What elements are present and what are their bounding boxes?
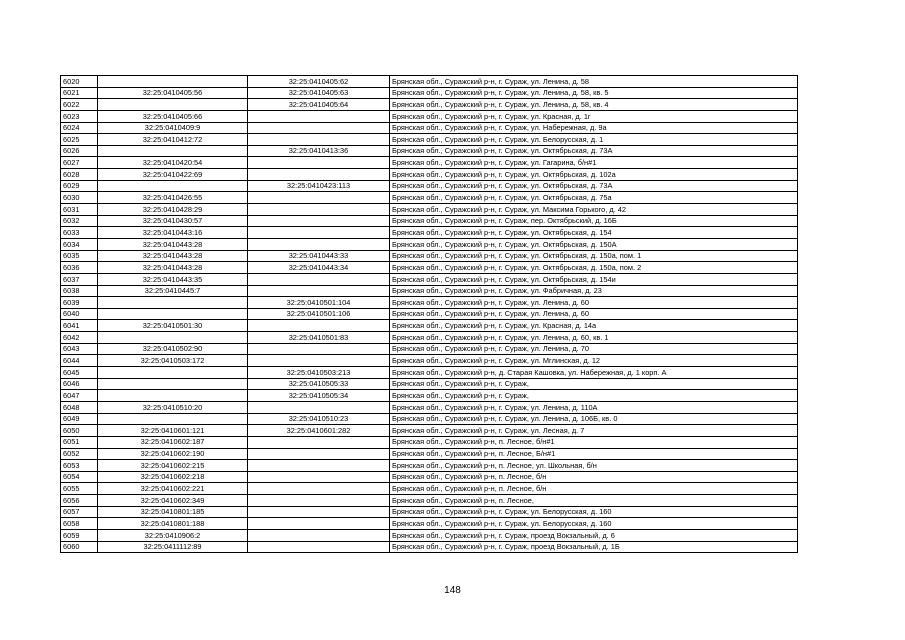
table-row bbox=[61, 180, 798, 192]
table-row bbox=[61, 99, 798, 111]
row-number: 6059 bbox=[61, 529, 98, 541]
building-cadastral-number bbox=[248, 122, 390, 134]
property-registry-table bbox=[60, 75, 798, 553]
table-row bbox=[61, 529, 798, 541]
land-cadastral-number: 32:25:0410602:221 bbox=[98, 483, 248, 495]
address-cell: Брянская обл., Суражский р-н, г. Сураж, ул. Фабричная, д. 23 bbox=[390, 285, 798, 297]
building-cadastral-number bbox=[248, 134, 390, 146]
land-cadastral-number: 32:25:0410409:9 bbox=[98, 122, 248, 134]
building-cadastral-number: 32:25:0410501:104 bbox=[248, 297, 390, 309]
land-cadastral-number: 32:25:0410426:55 bbox=[98, 192, 248, 204]
address-cell: Брянская обл., Суражский р-н, г. Сураж, ул. Белорусская, д. 160 bbox=[390, 518, 798, 530]
table-row bbox=[61, 506, 798, 518]
land-cadastral-number bbox=[98, 332, 248, 344]
land-cadastral-number: 32:25:0410602:218 bbox=[98, 471, 248, 483]
address-cell: Брянская обл., Суражский р-н, г. Сураж, проезд Вокзальный, д. 1Б bbox=[390, 541, 798, 553]
address-cell: Брянская обл., Суражский р-н, п. Лесное, б/н bbox=[390, 471, 798, 483]
row-number: 6045 bbox=[61, 367, 98, 379]
row-number: 6023 bbox=[61, 110, 98, 122]
table-row bbox=[61, 273, 798, 285]
row-number: 6020 bbox=[61, 76, 98, 88]
table-row bbox=[61, 448, 798, 460]
row-number: 6056 bbox=[61, 495, 98, 507]
row-number: 6047 bbox=[61, 390, 98, 402]
row-number: 6024 bbox=[61, 122, 98, 134]
address-cell: Брянская обл., Суражский р-н, г. Сураж, ул. Красная, д. 14а bbox=[390, 320, 798, 332]
address-cell: Брянская обл., Суражский р-н, г. Сураж, ул. Ленина, д. 60 bbox=[390, 297, 798, 309]
land-cadastral-number bbox=[98, 413, 248, 425]
address-cell: Брянская обл., Суражский р-н, г. Сураж, ул. Октябрьская, д. 73А bbox=[390, 145, 798, 157]
building-cadastral-number bbox=[248, 192, 390, 204]
address-cell: Брянская обл., Суражский р-н, г. Сураж, ул. Белорусская, д. 160 bbox=[390, 506, 798, 518]
building-cadastral-number: 32:25:0410443:34 bbox=[248, 262, 390, 274]
row-number: 6022 bbox=[61, 99, 98, 111]
row-number: 6049 bbox=[61, 413, 98, 425]
land-cadastral-number: 32:25:0410602:215 bbox=[98, 460, 248, 472]
table-row bbox=[61, 425, 798, 437]
building-cadastral-number bbox=[248, 436, 390, 448]
land-cadastral-number: 32:25:0410801:185 bbox=[98, 506, 248, 518]
building-cadastral-number bbox=[248, 215, 390, 227]
page-number: 148 bbox=[444, 585, 461, 596]
land-cadastral-number bbox=[98, 297, 248, 309]
land-cadastral-number: 32:25:0410422:69 bbox=[98, 169, 248, 181]
building-cadastral-number bbox=[248, 110, 390, 122]
building-cadastral-number bbox=[248, 506, 390, 518]
address-cell: Брянская обл., Суражский р-н, г. Сураж, ул. Октябрьская, д. 150а, пом. 2 bbox=[390, 262, 798, 274]
row-number: 6032 bbox=[61, 215, 98, 227]
table-row bbox=[61, 495, 798, 507]
table-row bbox=[61, 297, 798, 309]
table-row bbox=[61, 76, 798, 88]
table-row bbox=[61, 145, 798, 157]
land-cadastral-number: 32:25:0410412:72 bbox=[98, 134, 248, 146]
table-row bbox=[61, 343, 798, 355]
table-row bbox=[61, 332, 798, 344]
table-row bbox=[61, 460, 798, 472]
land-cadastral-number: 32:25:0410801:188 bbox=[98, 518, 248, 530]
table-row bbox=[61, 390, 798, 402]
table-row bbox=[61, 401, 798, 413]
land-cadastral-number: 32:25:0410428:29 bbox=[98, 204, 248, 216]
row-number: 6060 bbox=[61, 541, 98, 553]
row-number: 6025 bbox=[61, 134, 98, 146]
row-number: 6027 bbox=[61, 157, 98, 169]
land-cadastral-number: 32:25:0410443:35 bbox=[98, 273, 248, 285]
row-number: 6052 bbox=[61, 448, 98, 460]
table-row bbox=[61, 367, 798, 379]
address-cell: Брянская обл., Суражский р-н, г. Сураж, ул. Октябрьская, д. 102а bbox=[390, 169, 798, 181]
table-row bbox=[61, 471, 798, 483]
row-number: 6050 bbox=[61, 425, 98, 437]
table-row bbox=[61, 238, 798, 250]
building-cadastral-number bbox=[248, 238, 390, 250]
land-cadastral-number: 32:25:0410601:121 bbox=[98, 425, 248, 437]
table-row bbox=[61, 262, 798, 274]
land-cadastral-number: 32:25:0410503:172 bbox=[98, 355, 248, 367]
building-cadastral-number: 32:25:0410443:33 bbox=[248, 250, 390, 262]
address-cell: Брянская обл., Суражский р-н, г. Сураж, ул. Ленина, д. 58, кв. 5 bbox=[390, 87, 798, 99]
land-cadastral-number: 32:25:0410405:66 bbox=[98, 110, 248, 122]
row-number: 6053 bbox=[61, 460, 98, 472]
building-cadastral-number bbox=[248, 483, 390, 495]
building-cadastral-number bbox=[248, 471, 390, 483]
table-row bbox=[61, 308, 798, 320]
building-cadastral-number: 32:25:0410505:33 bbox=[248, 378, 390, 390]
address-cell: Брянская обл., Суражский р-н, г. Сураж, ул. Красная, д. 1г bbox=[390, 110, 798, 122]
building-cadastral-number bbox=[248, 204, 390, 216]
row-number: 6038 bbox=[61, 285, 98, 297]
row-number: 6058 bbox=[61, 518, 98, 530]
table-row bbox=[61, 413, 798, 425]
table-row bbox=[61, 250, 798, 262]
address-cell: Брянская обл., Суражский р-н, г. Сураж, ул. Ленина, д. 58, кв. 4 bbox=[390, 99, 798, 111]
building-cadastral-number bbox=[248, 495, 390, 507]
building-cadastral-number bbox=[248, 169, 390, 181]
address-cell: Брянская обл., Суражский р-н, г. Сураж, ул. Ленина, д. 60 bbox=[390, 308, 798, 320]
building-cadastral-number: 32:25:0410505:34 bbox=[248, 390, 390, 402]
address-cell: Брянская обл., Суражский р-н, г. Сураж, ул. Максима Горького, д. 42 bbox=[390, 204, 798, 216]
land-cadastral-number: 32:25:0410501:30 bbox=[98, 320, 248, 332]
land-cadastral-number: 32:25:0410510:20 bbox=[98, 401, 248, 413]
land-cadastral-number: 32:25:0411112:89 bbox=[98, 541, 248, 553]
address-cell: Брянская обл., Суражский р-н, г. Сураж, bbox=[390, 390, 798, 402]
address-cell: Брянская обл., Суражский р-н, г. Сураж, ул. Октябрьская, д. 73А bbox=[390, 180, 798, 192]
building-cadastral-number bbox=[248, 518, 390, 530]
building-cadastral-number: 32:25:0410405:64 bbox=[248, 99, 390, 111]
address-cell: Брянская обл., Суражский р-н, г. Сураж, ул. Мглинская, д. 12 bbox=[390, 355, 798, 367]
address-cell: Брянская обл., Суражский р-н, г. Сураж, bbox=[390, 378, 798, 390]
table-row bbox=[61, 215, 798, 227]
land-cadastral-number: 32:25:0410443:28 bbox=[98, 262, 248, 274]
row-number: 6026 bbox=[61, 145, 98, 157]
land-cadastral-number: 32:25:0410405:56 bbox=[98, 87, 248, 99]
land-cadastral-number: 32:25:0410443:28 bbox=[98, 238, 248, 250]
land-cadastral-number: 32:25:0410906:2 bbox=[98, 529, 248, 541]
row-number: 6033 bbox=[61, 227, 98, 239]
land-cadastral-number bbox=[98, 367, 248, 379]
address-cell: Брянская обл., Суражский р-н, г. Сураж, ул. Ленина, д. 58 bbox=[390, 76, 798, 88]
row-number: 6046 bbox=[61, 378, 98, 390]
address-cell: Брянская обл., Суражский р-н, г. Сураж, ул. Ленина, д. 60, кв. 1 bbox=[390, 332, 798, 344]
land-cadastral-number bbox=[98, 180, 248, 192]
table-row bbox=[61, 320, 798, 332]
address-cell: Брянская обл., Суражский р-н, г. Сураж, пер. Октябрьский, д. 16Б bbox=[390, 215, 798, 227]
table-row bbox=[61, 87, 798, 99]
address-cell: Брянская обл., Суражский р-н, г. Сураж, ул. Октябрьская, д. 154и bbox=[390, 273, 798, 285]
building-cadastral-number: 32:25:0410601:282 bbox=[248, 425, 390, 437]
row-number: 6048 bbox=[61, 401, 98, 413]
table-row bbox=[61, 541, 798, 553]
table-row bbox=[61, 378, 798, 390]
building-cadastral-number bbox=[248, 460, 390, 472]
table-row bbox=[61, 157, 798, 169]
row-number: 6031 bbox=[61, 204, 98, 216]
building-cadastral-number: 32:25:0410501:106 bbox=[248, 308, 390, 320]
row-number: 6036 bbox=[61, 262, 98, 274]
row-number: 6035 bbox=[61, 250, 98, 262]
address-cell: Брянская обл., Суражский р-н, п. Лесное, ул. Школьная, б/н bbox=[390, 460, 798, 472]
table-row bbox=[61, 122, 798, 134]
table-row bbox=[61, 518, 798, 530]
row-number: 6043 bbox=[61, 343, 98, 355]
table-row bbox=[61, 192, 798, 204]
building-cadastral-number: 32:25:0410405:63 bbox=[248, 87, 390, 99]
building-cadastral-number: 32:25:0410503:213 bbox=[248, 367, 390, 379]
table-row bbox=[61, 134, 798, 146]
row-number: 6021 bbox=[61, 87, 98, 99]
row-number: 6057 bbox=[61, 506, 98, 518]
land-cadastral-number: 32:25:0410602:190 bbox=[98, 448, 248, 460]
address-cell: Брянская обл., Суражский р-н, г. Сураж, ул. Набережная, д. 9а bbox=[390, 122, 798, 134]
table-row bbox=[61, 169, 798, 181]
building-cadastral-number bbox=[248, 448, 390, 460]
row-number: 6055 bbox=[61, 483, 98, 495]
building-cadastral-number bbox=[248, 157, 390, 169]
table-row bbox=[61, 110, 798, 122]
land-cadastral-number: 32:25:0410443:16 bbox=[98, 227, 248, 239]
building-cadastral-number: 32:25:0410423:113 bbox=[248, 180, 390, 192]
row-number: 6044 bbox=[61, 355, 98, 367]
row-number: 6028 bbox=[61, 169, 98, 181]
land-cadastral-number bbox=[98, 390, 248, 402]
building-cadastral-number bbox=[248, 273, 390, 285]
address-cell: Брянская обл., Суражский р-н, г. Сураж, ул. Ленина, д. 110А bbox=[390, 401, 798, 413]
address-cell: Брянская обл., Суражский р-н, п. Лесное, Б/н#1 bbox=[390, 448, 798, 460]
address-cell: Брянская обл., Суражский р-н, г. Сураж, ул. Гагарина, б/н#1 bbox=[390, 157, 798, 169]
land-cadastral-number bbox=[98, 308, 248, 320]
address-cell: Брянская обл., Суражский р-н, г. Сураж, ул. Октябрьская, д. 150А bbox=[390, 238, 798, 250]
registry-table-body bbox=[61, 76, 798, 553]
row-number: 6034 bbox=[61, 238, 98, 250]
address-cell: Брянская обл., Суражский р-н, г. Сураж, проезд Вокзальный, д. 6 bbox=[390, 529, 798, 541]
building-cadastral-number: 32:25:0410413:36 bbox=[248, 145, 390, 157]
row-number: 6037 bbox=[61, 273, 98, 285]
address-cell: Брянская обл., Суражский р-н, г. Сураж, ул. Ленина, д. 106Б, кв. 0 bbox=[390, 413, 798, 425]
address-cell: Брянская обл., Суражский р-н, г. Сураж, ул. Лесная, д. 7 bbox=[390, 425, 798, 437]
table-row bbox=[61, 483, 798, 495]
building-cadastral-number bbox=[248, 343, 390, 355]
address-cell: Брянская обл., Суражский р-н, г. Сураж, ул. Белорусская, д. 1 bbox=[390, 134, 798, 146]
address-cell: Брянская обл., Суражский р-н, п. Лесное, bbox=[390, 495, 798, 507]
land-cadastral-number bbox=[98, 99, 248, 111]
address-cell: Брянская обл., Суражский р-н, п. Лесное, б/н#1 bbox=[390, 436, 798, 448]
address-cell: Брянская обл., Суражский р-н, п. Лесное, б/н bbox=[390, 483, 798, 495]
building-cadastral-number: 32:25:0410405:62 bbox=[248, 76, 390, 88]
address-cell: Брянская обл., Суражский р-н, д. Старая Кашовка, ул. Набережная, д. 1 корп. А bbox=[390, 367, 798, 379]
land-cadastral-number bbox=[98, 378, 248, 390]
table-row bbox=[61, 227, 798, 239]
address-cell: Брянская обл., Суражский р-н, г. Сураж, ул. Октябрьская, д. 75а bbox=[390, 192, 798, 204]
land-cadastral-number bbox=[98, 145, 248, 157]
building-cadastral-number bbox=[248, 541, 390, 553]
land-cadastral-number: 32:25:0410602:187 bbox=[98, 436, 248, 448]
row-number: 6030 bbox=[61, 192, 98, 204]
land-cadastral-number: 32:25:0410602:349 bbox=[98, 495, 248, 507]
address-cell: Брянская обл., Суражский р-н, г. Сураж, ул. Ленина, д. 70 bbox=[390, 343, 798, 355]
land-cadastral-number: 32:25:0410443:28 bbox=[98, 250, 248, 262]
building-cadastral-number bbox=[248, 401, 390, 413]
building-cadastral-number bbox=[248, 227, 390, 239]
row-number: 6041 bbox=[61, 320, 98, 332]
row-number: 6029 bbox=[61, 180, 98, 192]
land-cadastral-number: 32:25:0410445:7 bbox=[98, 285, 248, 297]
address-cell: Брянская обл., Суражский р-н, г. Сураж, ул. Октябрьская, д. 154 bbox=[390, 227, 798, 239]
table-row bbox=[61, 204, 798, 216]
table-row bbox=[61, 355, 798, 367]
table-row bbox=[61, 436, 798, 448]
building-cadastral-number bbox=[248, 529, 390, 541]
row-number: 6054 bbox=[61, 471, 98, 483]
building-cadastral-number bbox=[248, 355, 390, 367]
row-number: 6039 bbox=[61, 297, 98, 309]
land-cadastral-number bbox=[98, 76, 248, 88]
row-number: 6051 bbox=[61, 436, 98, 448]
table-row bbox=[61, 285, 798, 297]
land-cadastral-number: 32:25:0410420:54 bbox=[98, 157, 248, 169]
building-cadastral-number: 32:25:0410510:23 bbox=[248, 413, 390, 425]
land-cadastral-number: 32:25:0410502:90 bbox=[98, 343, 248, 355]
building-cadastral-number: 32:25:0410501:83 bbox=[248, 332, 390, 344]
building-cadastral-number bbox=[248, 320, 390, 332]
building-cadastral-number bbox=[248, 285, 390, 297]
row-number: 6040 bbox=[61, 308, 98, 320]
row-number: 6042 bbox=[61, 332, 98, 344]
address-cell: Брянская обл., Суражский р-н, г. Сураж, ул. Октябрьская, д. 150а, пом. 1 bbox=[390, 250, 798, 262]
land-cadastral-number: 32:25:0410430:57 bbox=[98, 215, 248, 227]
